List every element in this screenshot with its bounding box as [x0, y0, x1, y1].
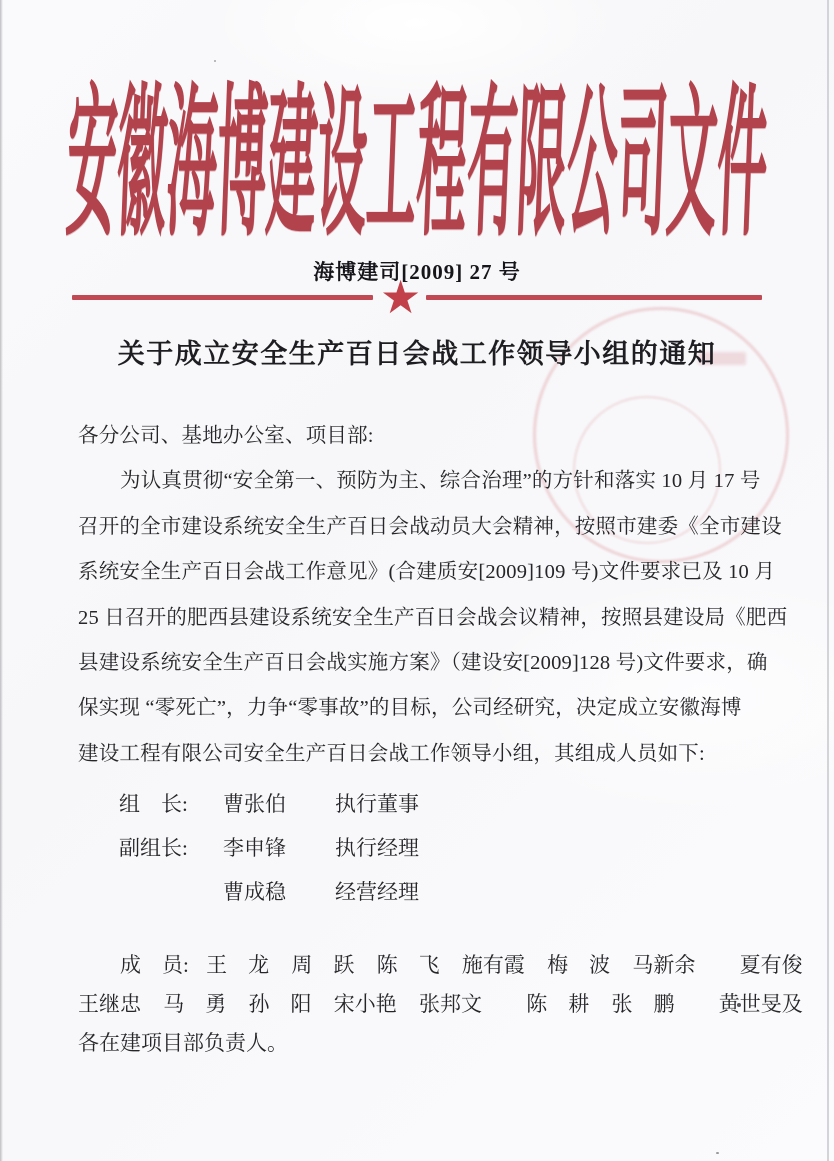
paragraph-line: 25 日召开的肥西县建设系统安全生产百日会战会议精神，按照县建设局《肥西 — [78, 606, 788, 629]
member-name: 周 跃 — [291, 953, 355, 977]
leader-role — [119, 870, 223, 914]
member-name: 王继忠 — [78, 992, 141, 1016]
member-name: 张 鹏 — [611, 992, 675, 1016]
members-closing-line: 各在建项目部负责人。 — [78, 1031, 288, 1055]
scan-speck — [716, 1152, 719, 1154]
member-name: 夏有俊 — [739, 953, 803, 977]
member-name: 马 勇 — [163, 992, 227, 1016]
members-line — [78, 946, 803, 985]
member-name: 马新余 — [632, 953, 696, 977]
leader-name: 曹成稳 — [223, 880, 286, 904]
paragraph-line: 建设工程有限公司安全生产百日会战工作领导小组，其组成人员如下: — [78, 742, 705, 765]
member-name: 陈 飞 — [376, 953, 440, 977]
paragraph-line: 保实现 “零死亡”，力争“零事故”的目标，公司经研究，决定成立安徽海博 — [78, 697, 742, 720]
members-line — [78, 985, 803, 1024]
leader-title: 执行董事 — [335, 792, 419, 816]
leadership-list — [119, 782, 419, 914]
member-name: 王 龙 — [206, 953, 270, 977]
salutation: 各分公司、基地办公室、项目部: — [78, 425, 374, 447]
scan-speck — [214, 60, 216, 62]
leader-name: 曹张伯 — [223, 792, 286, 816]
leader-title: 经营经理 — [335, 880, 419, 904]
leader-role: 组 长: — [119, 792, 188, 816]
member-name: 施有霞 — [461, 953, 525, 977]
member-name: 梅 波 — [547, 953, 611, 977]
leader-title: 执行经理 — [335, 836, 419, 860]
leader-row — [119, 826, 419, 870]
paragraph-line: 为认真贯彻“安全第一、预防为主、综合治理”的方针和落实 10 月 17 号 — [120, 470, 761, 493]
document-number: 海博建司[2009] 27 号 — [313, 260, 521, 284]
member-name: 孙 阳 — [248, 992, 312, 1016]
members-label: 成 员: — [120, 953, 189, 977]
member-name: 陈 耕 — [526, 992, 590, 1016]
leader-role: 副组长: — [119, 836, 188, 860]
leader-row — [119, 870, 419, 914]
divider-line-right — [426, 295, 762, 300]
paragraph-line: 召开的全市建设系统安全生产百日会战动员大会精神，按照市建委《全市建设 — [78, 515, 782, 538]
leader-row — [119, 782, 419, 826]
paragraph-line: 系统安全生产百日会战工作意见》(合建质安[2009]109 号)文件要求已及 10 月 — [78, 561, 776, 584]
divider-line-left — [72, 295, 373, 300]
paragraph-line: 县建设系统安全生产百日会战实施方案》（建设安[2009]128 号)文件要求，确 — [78, 651, 768, 674]
member-name: 张邦文 — [419, 992, 482, 1016]
member-name: 黄世旻及 — [718, 992, 803, 1016]
star-icon: ★ — [380, 270, 422, 324]
members-list — [78, 946, 803, 1063]
document-title: 关于成立安全生产百日会战工作领导小组的通知 — [117, 339, 717, 369]
document-body — [78, 414, 788, 777]
leader-name: 李申锋 — [223, 836, 286, 860]
member-name: 宋小艳 — [333, 992, 397, 1016]
company-letterhead-title: 安徽海博建设工程有限公司文件 — [63, 75, 771, 256]
letterhead — [0, 70, 834, 262]
